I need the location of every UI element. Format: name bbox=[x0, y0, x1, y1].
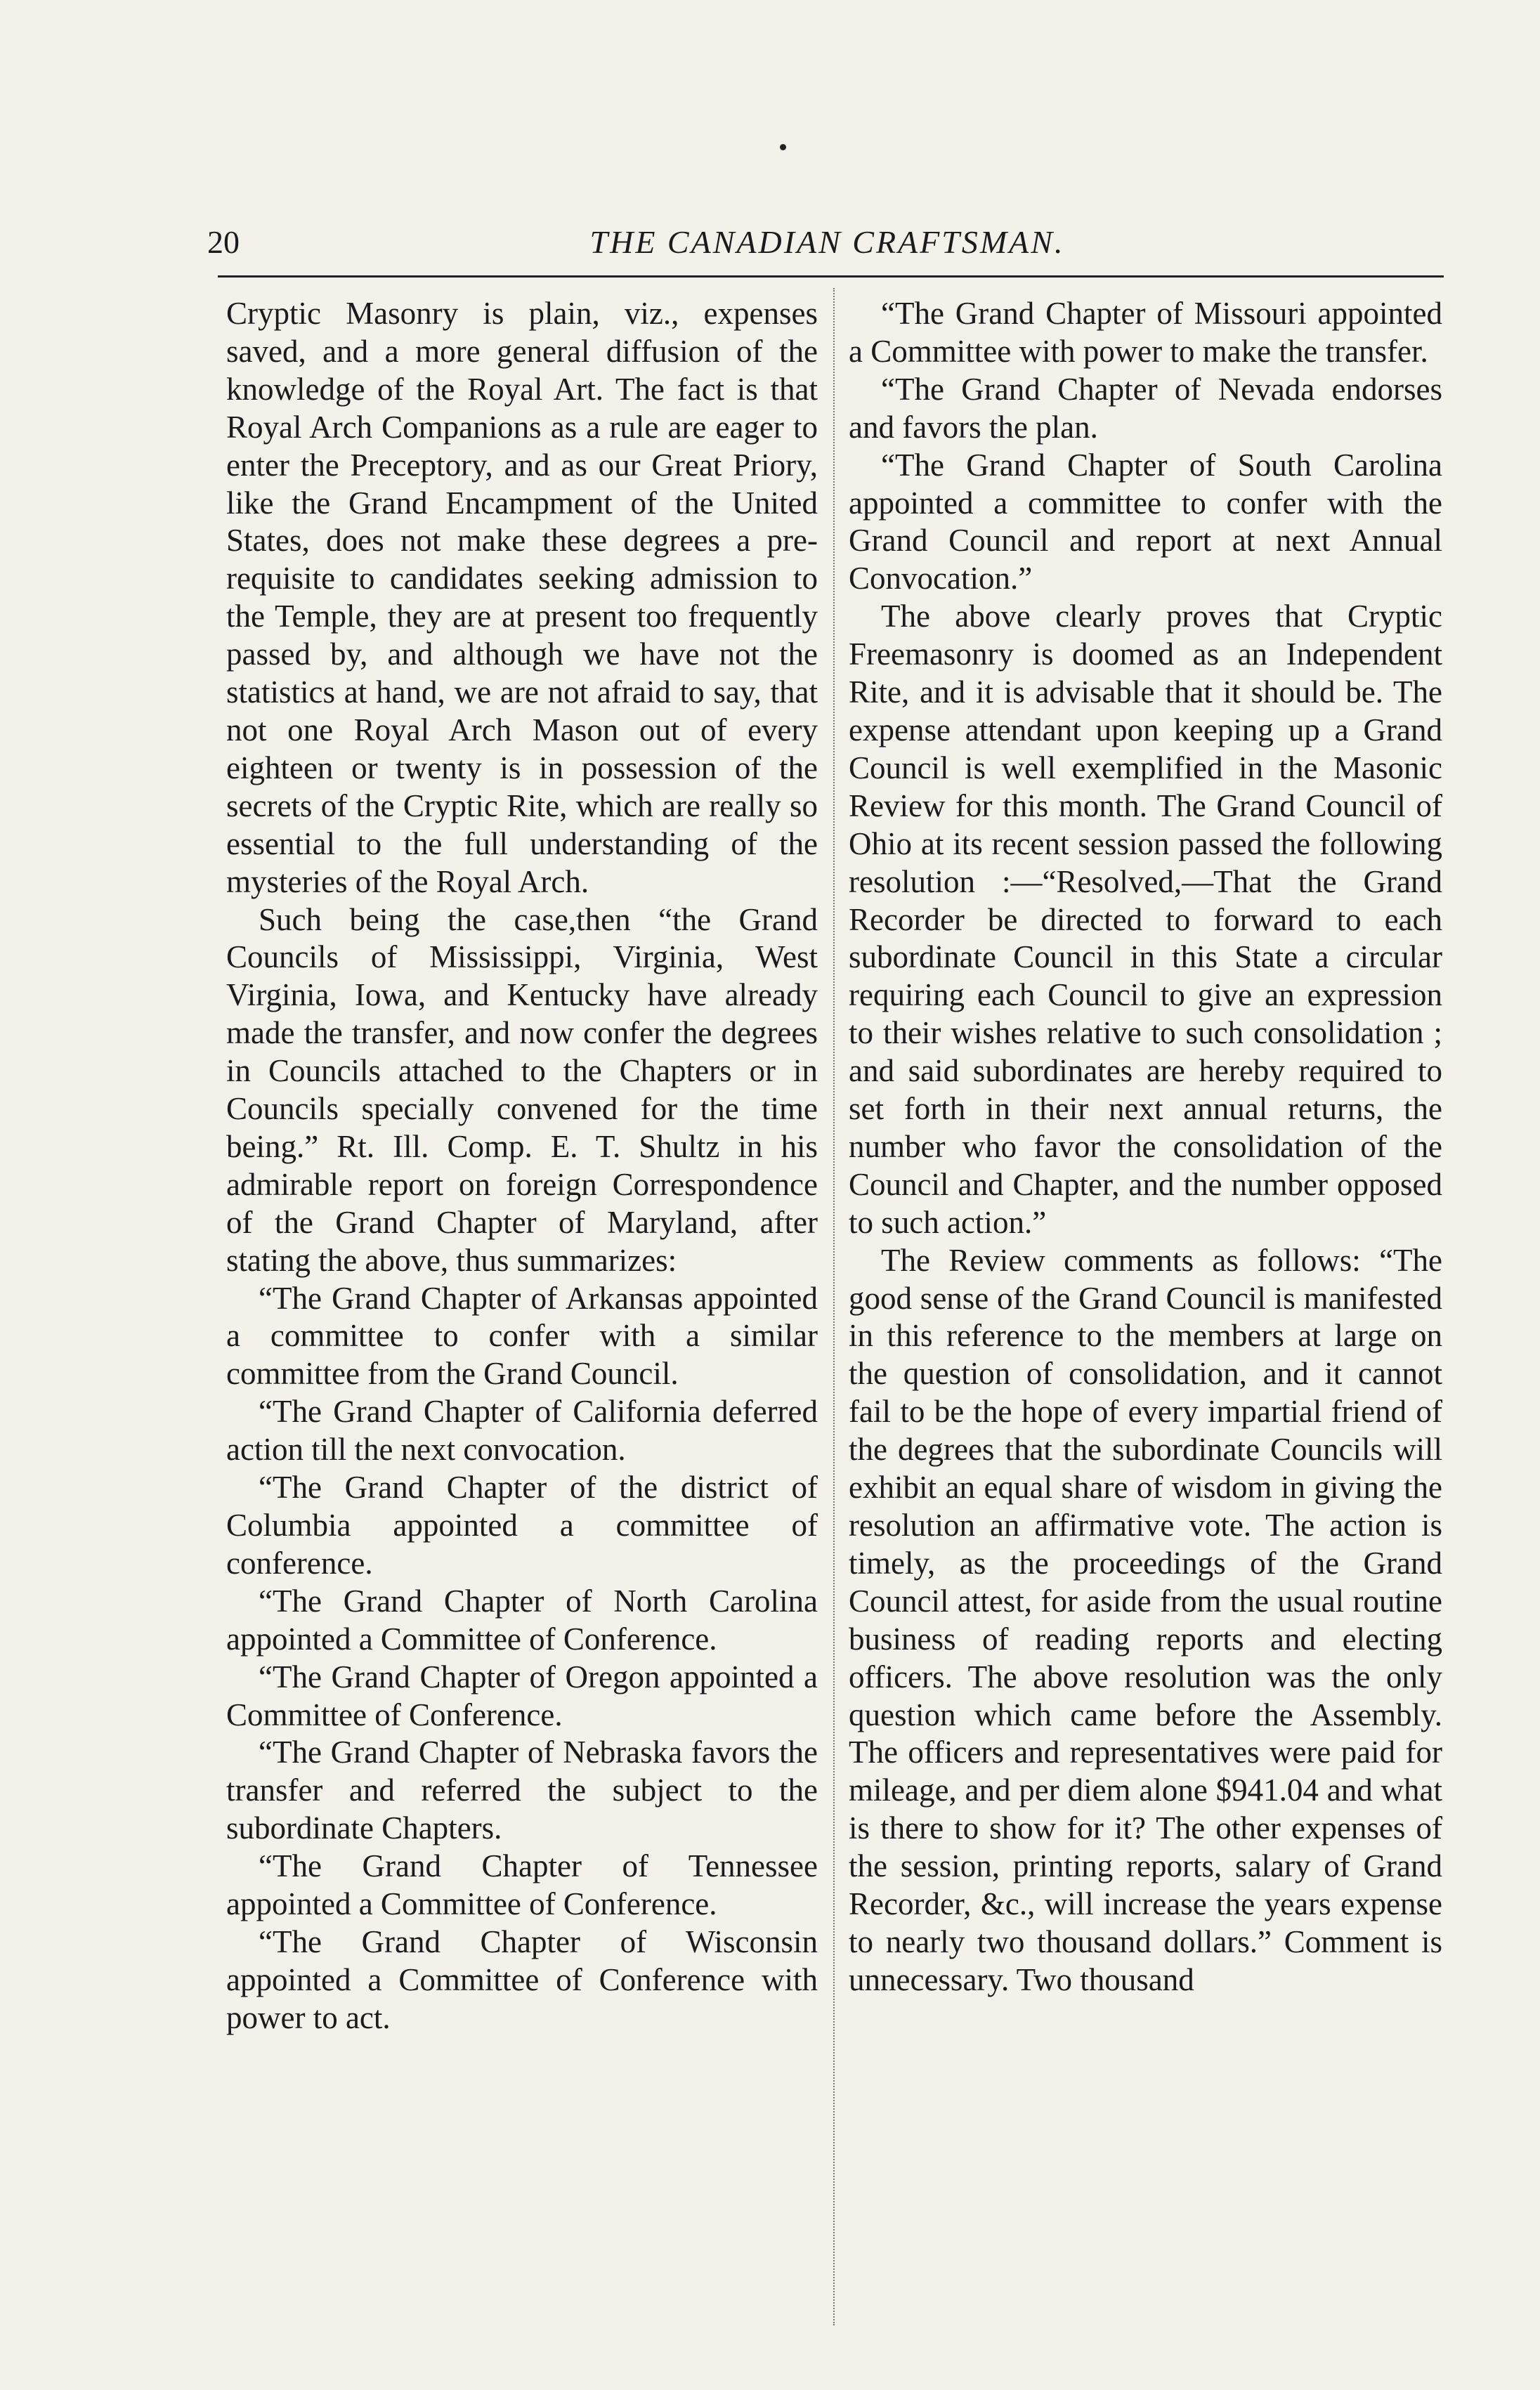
paragraph: “The Grand Chapter of South Carolina appointed a committee to confer with the Grand Council and report at next Annual Convocation.” bbox=[849, 447, 1442, 596]
right-column bbox=[849, 295, 1442, 1999]
column-divider bbox=[833, 288, 835, 2325]
paragraph: Such being the case,then “the Grand Councils of Mississippi, Virginia, West Virginia, Iowa, and Kentucky have already made the transfer, and now confer the degrees in Councils attached to the Chapters or in Councils specially convened for the time being.” Rt. Ill. Comp. E. T. Shultz in his admirable report on foreign Correspondence of the Grand Chapter of Maryland, after stating the above, thus summarizes: bbox=[226, 901, 818, 1278]
paragraph: Cryptic Masonry is plain, viz., expenses saved, and a more general diffusion of the knowledge of the Royal Art. The fact is that Royal Arch Companions as a rule are eager to enter the Preceptory, and as our Great Priory, like the Grand Encampment of the United States, does not make these degrees a pre-requisite to candidates seeking admission to the Temple, they are at present too frequently passed by, and although we have not the statistics at hand, we are not afraid to say, that not one Royal Arch Mason out of every eighteen or twenty is in possession of the secrets of the Cryptic Rite, which are really so essential to the full understanding of the mysteries of the Royal Arch. bbox=[226, 296, 818, 899]
paragraph: “The Grand Chapter of North Carolina appointed a Committee of Conference. bbox=[226, 1583, 818, 1657]
paragraph: “The Grand Chapter of California deferred action till the next convocation. bbox=[226, 1394, 818, 1468]
paragraph: “The Grand Chapter of Tennessee appointed a Committee of Conference. bbox=[226, 1848, 818, 1922]
paragraph: “The Grand Chapter of the district of Columbia appointed a committee of conference. bbox=[226, 1470, 818, 1581]
paragraph: “The Grand Chapter of Missouri appointed a Committee with power to make the transfer. bbox=[849, 296, 1442, 369]
paragraph: “The Grand Chapter of Oregon appointed a Committee of Conference. bbox=[226, 1659, 818, 1732]
header-rule bbox=[218, 275, 1444, 277]
ink-dot bbox=[780, 144, 786, 150]
left-column bbox=[226, 295, 818, 2037]
paragraph: “The Grand Chapter of Nevada endorses and favors the plan. bbox=[849, 371, 1442, 445]
running-head: THE CANADIAN CRAFTSMAN. bbox=[589, 224, 1065, 260]
paragraph: “The Grand Chapter of Wisconsin appointed a Committee of Conference with power to act. bbox=[226, 1924, 818, 2035]
page-number: 20 bbox=[207, 224, 240, 260]
paragraph: The Review comments as follows: “The good sense of the Grand Council is manifested in this reference to the members at large on the question of consolidation, and it cannot fail to be the hope of every impartial friend of the degrees that the subordinate Councils will exhibit an equal share of wisdom in giving the resolution an affirmative vote. The action is timely, as the proceedings of the Grand Council attest, for aside from the usual routine business of reading reports and electing officers. The above resolution was the only question which came before the Assembly. The officers and representatives were paid for mileage, and per diem alone $941.04 and what is there to show for it? The other expenses of the session, printing reports, salary of Grand Recorder, &c., will increase the years expense to nearly two thousand dollars.” Comment is unnecessary. Two thousand bbox=[849, 1242, 1442, 1997]
paragraph: “The Grand Chapter of Arkansas appointed a committee to confer with a similar committee from the Grand Council. bbox=[226, 1280, 818, 1392]
paragraph: The above clearly proves that Cryptic Freemasonry is doomed as an Independent Rite, and it is advisable that it should be. The expense attendant upon keeping up a Grand Council is well exemplified in the Masonic Review for this month. The Grand Council of Ohio at its recent session passed the following resolution :—“Resolved,—That the Grand Recorder be directed to forward to each subordinate Council in this State a circular requiring each Council to give an expression to their wishes relative to such consolidation ; and said subordinates are hereby required to set forth in their next annual returns, the number who favor the consolidation of the Council and Chapter, and the number opposed to such action.” bbox=[849, 599, 1442, 1240]
paragraph: “The Grand Chapter of Nebraska favors the transfer and referred the subject to the subordinate Chapters. bbox=[226, 1735, 818, 1846]
page-header bbox=[207, 218, 1447, 274]
